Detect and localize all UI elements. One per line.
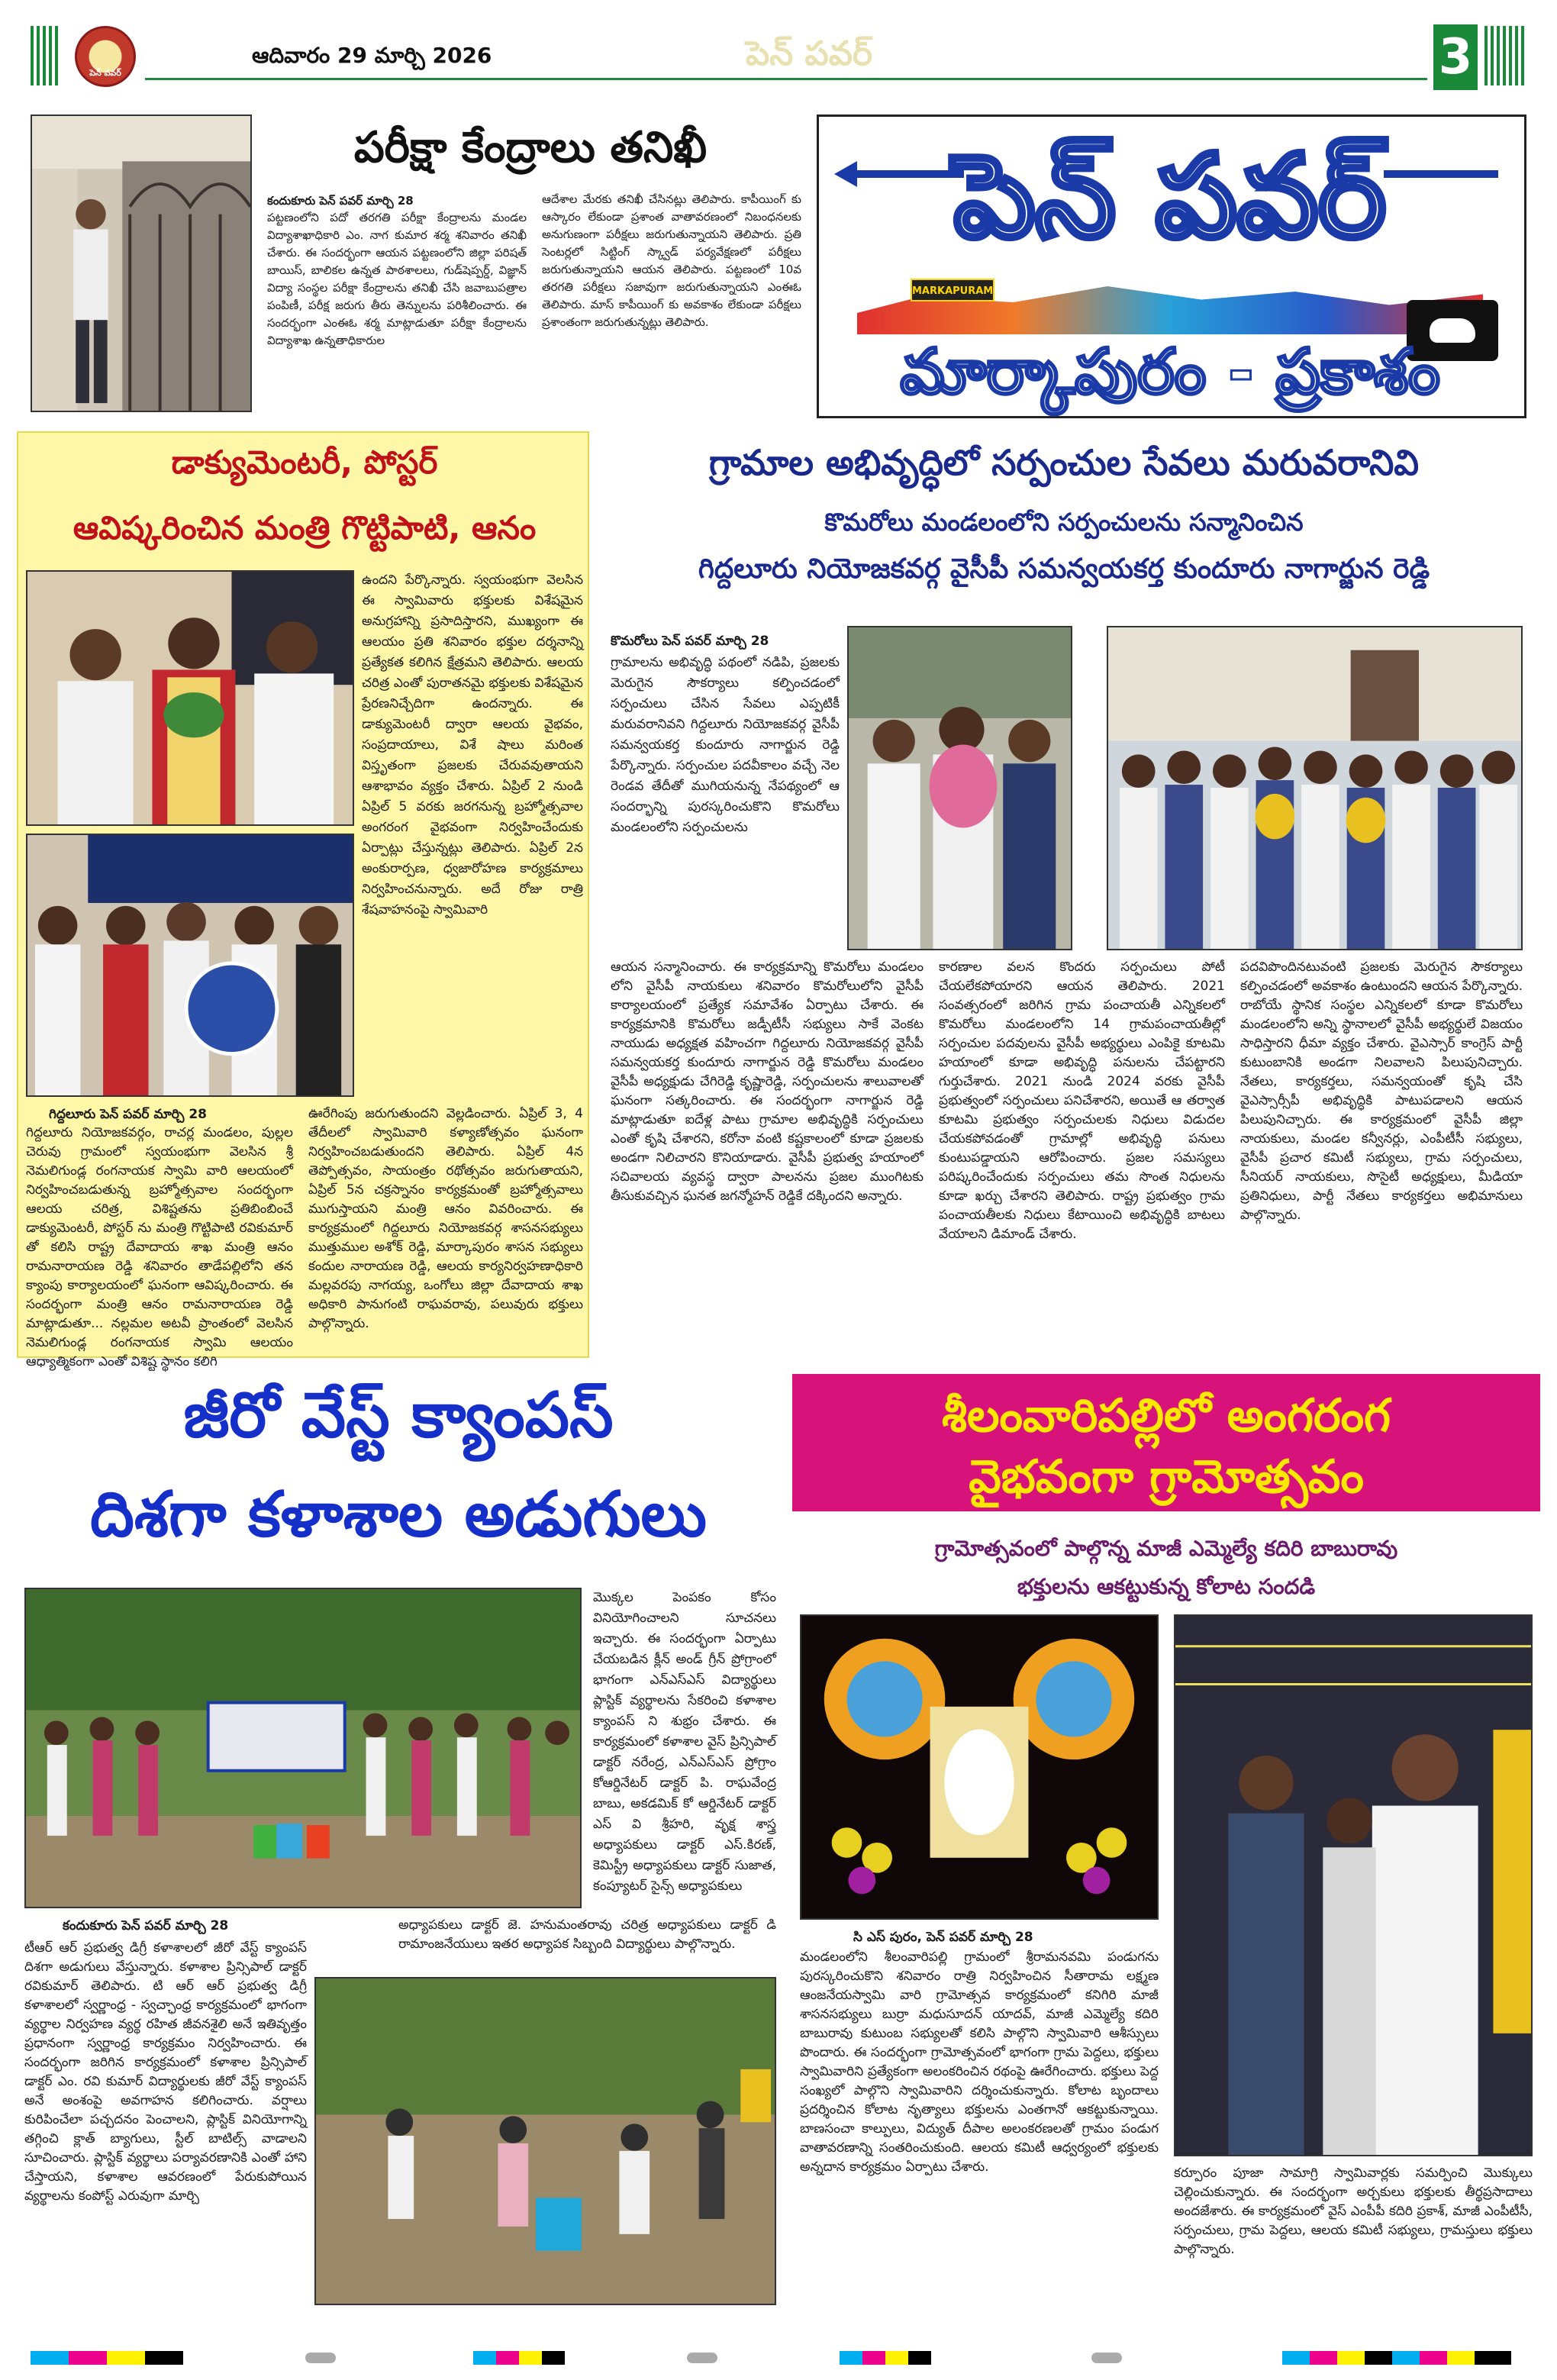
headline-exam: పరీక్షా కేంద్రాలు తనిఖీ: [353, 122, 708, 173]
story-zero-waste: [17, 1374, 780, 2336]
body-zero-waste-side: మొక్కల పెంపకం కోసం వినియోగించాలని సూచనలు ఇచ్చారు. ఈ సందర్భంగా ఏర్పాటు చేయబడిన క్లీన్ అండ్ గ్రీన్ ప్రోగ్రాంలో భాగంగా ఎన్ఎస్ఎస్ విద్యార్థులు ప్లాస్టిక్ వ్యర్థాలను సేకరించి కళాశాల క్యాంపస్ ని శుభ్రం చేశారు. ఈ కార్యక్రమంలో కళాశాల వైస్ ప్రిన్సిపాల్ డాక్టర్ నరేంద్ర, ఎన్ఎస్ఎస్ ప్రోగ్రాం కోఆర్డినేటర్ డాక్టర్ పి. రాఘవేంద్ర బాబు, అకడమిక్ కో ఆర్డినేటర్ డాక్టర్ ఎస్ వి శ్రీహరి, వృక్ష శాస్త్ర అధ్యాపకులు డాక్టర్ ఎస్.కిరణ్, కెమిస్ట్రీ అధ్యాపకులు డాక్టర్ సుజాత, కంప్యూటర్ సైన్స్ అధ్యాపకులు: [593, 1590, 776, 1894]
dateline-exam: కందుకూరు పెన్ పవర్ మార్చి 28: [267, 194, 414, 208]
photo-exam-centre: [31, 114, 252, 412]
subhead-sarpanch-2: గిద్దలూరు నియోజకవర్గ వైసీపీ సమన్వయకర్త కుందూరు నాగార్జున రెడ్డి: [698, 553, 1430, 585]
body-zero-waste-col2: అధ్యాపకులు డాక్టర్ జె. హనుమంతరావు చరిత్ర అధ్యాపకులు డాక్టర్ డి రామాంజనేయులు ఇతర అధ్యాపక సిబ్బంది విద్యార్థులు పాల్గొన్నారు.: [398, 1917, 776, 1952]
body-gramotsavam-col2: కర్పూరం పూజా సామాగ్రి స్వామివార్లకు సమర్పించి మొక్కులు చెల్లించుకున్నారు. ఈ సందర్భంగా అర్చకులు భక్తులకు తీర్థప్రసాదాలు అందజేశారు. ఈ కార్యక్రమంలో వైస్ ఎంపీపీ కదిరి ప్రకాశ్, మాజీ ఎంపీటీసీ, సర్పంచులు, గ్రామ పెద్దలు, ఆలయ కమిటీ సభ్యులు, గ్రామస్తులు భక్తులు పాల్గొన్నారు.: [1174, 2166, 1533, 2257]
logo-seal: [75, 26, 136, 87]
body-sarpanch-col3: పదవిపొందినటువంటి ప్రజలకు మెరుగైన సౌకర్యాలు కల్పించడంలో అవకాశం ఉంటుందని ఆయన పేర్కొన్నారు. రాబోయే స్థానిక సంస్థల ఎన్నికలలో కూడా కొమరోలు మండలంలోని అన్ని స్థానాలలో వైసీపీ అభ్యర్థులే విజయం సాధిస్తారని ధీమా వ్యక్తం చేశారు. వైఎస్సార్ కాంగ్రెస్ పార్టీ కుటుంబానికి అండగా నిలవాలని పిలుపునిచ్చారు. నేతలు, కార్యకర్తలు, సమన్వయంతో కృషి చేసి వైఎస్సార్సీపీ అభివృద్ధికి పాటుపడాలని ఆయన పిలుపునిచ్చారు. ఈ కార్యక్రమంలో వైసీపీ జిల్లా నాయకులు, మండల కన్వీనర్లు, ఎంపీటీసీ సభ్యులు, వైసీపీ ప్రచార కమిటీ సభ్యులు, గ్రామ సర్పంచులు, సీనియర్ నాయకులు, సొసైటీ అధ్యక్షులు, మీడియా ప్రతినిధులు, పార్టీ నేతలు కార్యకర్తలు అభిమానులు పాల్గొన్నారు.: [1240, 959, 1523, 1223]
subhead-gramotsavam-1: గ్రామోత్సవంలో పాల్గొన్న మాజీ ఎమ్మెల్యే కదిరి బాబురావు: [934, 1536, 1398, 1561]
masthead-title: పెన్ పవర్: [953, 131, 1387, 263]
body-sarpanch-side: గ్రామాలను అభివృద్ధి పథంలో నడిపి, ప్రజలకు మెరుగైన సౌకర్యాలు కల్పించడంలో సర్పంచులు చేసిన సేవలు ఎప్పటికీ మరువరానివని గిద్దలూరు నియోజకవర్గ వైసీపీ సమన్వయకర్త కుందూరు నాగార్జున రెడ్డి పేర్కొన్నారు. సర్పంచుల పదవీకాలం వచ్చే నెల రెండవ తేదీతో ముగియనున్న నేపథ్యంలో ఆ సందర్భాన్ని పురస్కరించుకొని కొమరోలు మండలంలోని సర్పంచులను: [611, 655, 840, 835]
headline-gramotsavam-1: శీలంవారిపల్లిలో అంగరంగ: [941, 1389, 1391, 1443]
dateline-sarpanch: కొమరోలు పెన్ పవర్ మార్చి 28: [611, 634, 769, 649]
header-stripes-right: [1484, 26, 1526, 85]
headline-zero-waste-2: దిశగా కళాశాల అడుగులు: [89, 1479, 708, 1551]
body-sarpanch-col2: కారణాల వలన కొందరు సర్పంచులు పోటీ చేయలేకపోయారని ఆయన తెలిపారు. 2021 సంవత్సరంలో జరిగిన గ్రామ పంచాయతీ ఎన్నికలలో కొమరోలు మండలంలోని 14 గ్రామపంచాయతీల్లో సర్పంచుల పదవులను వైసీపీ అభ్యర్థులు ఎంపికై కూటమి హయాంలో కూడా అభివృద్ధి పనులను చేపట్టారని గుర్తుచేశారు. 2021 నుండి 2024 వరకు వైసీపీ ప్రభుత్వంలో సర్పంచులు పనిచేశారని, అయితే ఆ తర్వాత కూటమి ప్రభుత్వం సర్పంచులకు నిధులు విడుదల చేయకపోవడంతో గ్రామాల్లో అభివృద్ధి పనులు కుంటుపడ్డాయని ఆరోపించారు. ప్రజల సమస్యలు పరిష్కరించేందుకు సర్పంచులు తమ సొంత నిధులను కూడా ఖర్చు చేశారని తెలిపారు. రాష్ట్ర ప్రభుత్వం గ్రామ పంచాయతీలకు నిధులు కేటాయించి అభివృద్ధికి బాటలు వేయాలని డిమాండ్ చేశారు.: [939, 959, 1225, 1242]
photo-sarpanch-group: [1107, 626, 1523, 950]
body-zero-waste-col1: టీఆర్ ఆర్ ప్రభుత్వ డిగ్రీ కళాశాలలో జీరో వేస్ట్ క్యాంపస్ దిశగా అడుగులు వేస్తున్నారు. కళాశాల ప్రిన్సిపాల్ డాక్టర్ రవికుమార్ తెలిపారు. టి ఆర్ ఆర్ ప్రభుత్వ డిగ్రీ కళాశాలలో స్వర్ణాంధ్ర - స్వచ్ఛాంధ్ర కార్యక్రమంలో భాగంగా వ్యర్థాల నిర్వహణ వ్యర్థ రహిత జీవనశైలి అనే ఇతివృత్తం ప్రధానంగా స్వర్ణాంధ్ర కార్యక్రమం నిర్వహించారు. ఈ సందర్భంగా జరిగిన కార్యక్రమంలో కళాశాల ప్రిన్సిపాల్ డాక్టర్ ఎం. రవి కుమార్ విద్యార్థులకు జీరో వేస్ట్ క్యాంపస్ అనే అంశంపై అవగాహన కలిగించారు. వర్షాలు కురిపించేలా పచ్చదనం పెంచాలని, ప్లాస్టిక్ వినియోగాన్ని తగ్గించి క్లాత్ బ్యాగులు, స్టీల్ బాటిల్స్ వాడాలని సూచించారు. ప్లాస్టిక్ వ్యర్థాలు పర్యావరణానికి ఎంతో హాని చేస్తాయని, కళాశాల ఆవరణంలో పేరుకుపోయిన వ్యర్థాలను కంపోస్ట్ ఎరువుగా మార్చి: [24, 1940, 307, 2204]
logo-seal-text: పెన్ పవర్: [89, 68, 121, 78]
reg-mark-2: [687, 2353, 717, 2363]
subhead-sarpanch-1: కొమరోలు మండలంలోని సర్పంచులను సన్మానించిన: [824, 508, 1304, 537]
body-sarpanch-col1: ఆయన సన్మానించారు. ఈ కార్యక్రమాన్ని కొమరోలు మండలం లోని వైసీపీ నాయకులు శనివారం కొమరోలులోని వైసీపీ కార్యాలయంలో ప్రత్యేక సమావేశం ఏర్పాటు చేశారు. ఈ కార్యక్రమానికి కొమరోలు జడ్పీటీసీ సభ్యులు సాకే వెంకట నాయుడు అధ్యక్షత వహించగా గిద్దలూరు నియోజకవర్గ వైసీపీ సమన్వయకర్త కుందూరు నాగార్జున రెడ్డి కొమరోలు మండలం వైసీపీ అధ్యక్షుడు చేగిరెడ్డి కృష్ణారెడ్డి, సర్పంచులను శాలువాలతో ఘనంగా సత్కరించారు. ఈ సందర్భంగా నాగార్జున రెడ్డి మాట్లాడుతూ ఐదేళ్ల పాటు గ్రామాల అభివృద్ధికి సర్పంచులు ఎంతో కృషి చేశారని, కరోనా వంటి కష్టకాలంలో కూడా ప్రజలకు అండగా నిలిచారని కొనియాడారు. వైసీపీ ప్రభుత్వ హయాంలో సచివాలయ వ్యవస్థ ద్వారా పాలనను ప్రజల ముంగిటకు తీసుకువచ్చిన ఘనత జగన్మోహన్ రెడ్డికే దక్కిందని అన్నారు.: [611, 959, 924, 1204]
body-documentary-col1: గిద్దలూరు నియోజకవర్గం, రాచర్ల మండలం, పుల్లల చెరువు గ్రామంలో స్వయంభుగా వెలసిన శ్రీ నెమలిగుండ్ల రంగనాయక స్వామి వారి ఆలయంలో నిర్వహించబడుతున్న బ్రహ్మోత్సవాల సందర్భంగా ఆలయ చరిత్ర, విశిష్టతను ప్రతిబింబించే డాక్యుమెంటరీ, పోస్టర్ ను మంత్రి గొట్టిపాటి రవికుమార్ తో కలిసి రాష్ట్ర దేవాదాయ శాఖ మంత్రి ఆనం రామనారాయణ రెడ్డి శనివారం తాడేపల్లిలోని తన క్యాంపు కార్యాలయంలో ఘనంగా ఆవిష్కరించారు. ఈ సందర్భంగా మంత్రి ఆనం రామనారాయణ రెడ్డి మాట్లాడుతూ... నల్లమల అటవీ ప్రాంతంలో వెలసిన నెమలిగుండ్ల రంగనాయక స్వామి ఆలయం ఆధ్యాత్మికంగా ఎంతో విశిష్ట స్థానం కలిగి: [26, 1125, 293, 1369]
story-documentary: [17, 431, 589, 1369]
photo-devotees-prayer: [1174, 1614, 1533, 2156]
photo-campus-cleanup: [24, 1588, 582, 1908]
issue-date: ఆదివారం 29 మార్చి 2026: [252, 43, 492, 68]
reg-block-center: [840, 2351, 931, 2365]
banner-gramotsavam: [792, 1374, 1540, 1511]
dateline-zero-waste: కందుకూరు పెన్ పవర్ మార్చి 28: [63, 1918, 229, 1933]
reg-block-left: [31, 2351, 183, 2365]
header-stripes-left: [31, 26, 61, 85]
registration-strip: [31, 2351, 1526, 2366]
story-sarpanch: [595, 431, 1533, 1358]
photo-sarpanch-garland: [847, 626, 1072, 950]
body-gramotsavam-col1: మండలంలోని శీలంవారిపల్లి గ్రామంలో శ్రీరామనవమి పండుగను పురస్కరించుకొని శనివారం రాత్రి నిర్వహించిన సీతారామ లక్ష్మణ ఆంజనేయస్వామి వారి గ్రామోత్సవ కార్యక్రమంలో కనిగిరి మాజీ శాసనసభ్యులు బుర్రా మధుసూదన్ యాదవ్, మాజీ ఎమ్మెల్యే కదిరి బాబురావు కుటుంబ సభ్యులతో కలిసి పాల్గొని స్వామివారి ఆశీస్సులు పొందారు. ఈ సందర్భంగా గ్రామోత్సవంలో భాగంగా గ్రామ పెద్దలు, భక్తులు స్వామివారిని ప్రత్యేకంగా అలంకరించిన రథంపై ఊరేగించారు. భక్తులు పెద్ద సంఖ్యలో పాల్గొని స్వామివారిని దర్శించుకున్నారు. కోలాట బృందాలు ప్రదర్శించిన కోలాట నృత్యాలు భక్తులను ఎంతగానో ఆకట్టుకున్నాయి. బాణసంచా కాల్పులు, విద్యుత్ దీపాల అలంకరణలతో గ్రామం పండుగ వాతావరణాన్ని సంతరించుకుంది. ఆలయ కమిటీ ఆధ్వర్యంలో భక్తులకు అన్నదాన కార్యక్రమం ఏర్పాటు చేశారు.: [800, 1949, 1159, 2175]
body-exam-col1: పట్టణంలోని పదో తరగతి పరీక్షా కేంద్రాలను మండల విద్యాశాఖాధికారి ఎం. నాగ కుమార శర్మ శనివారం తనిఖీ చేశారు. ఈ సందర్భంగా ఆయన పట్టణంలోని జిల్లా పరిషత్ బాయిస్, బాలికల ఉన్నత పాఠశాలలు, గుడ్‌షెప్పర్డ్, విజ్ఞాన్ విద్యా సంస్థల పరీక్షా కేంద్రాలను తనిఖీ చేసి జవాబుపత్రాల పంపిణీ, పరీక్ష జరుగు తీరు తెన్నులను పరిశీలించారు. ఈ సందర్భంగా ఎంఈఓ శర్మ మాట్లాడుతూ పరీక్షా కేంద్రాలను విద్యాశాఖ ఉన్నతాధికారుల: [267, 211, 527, 347]
dateline-documentary: గిద్దలూరు పెన్ పవర్ మార్చి 28: [49, 1107, 207, 1122]
body-exam-col2: ఆదేశాల మేరకు తనిఖీ చేసినట్లు తెలిపారు. కాపీయింగ్ కు ఆస్కారం లేకుండా ప్రశాంత వాతావరణంలో నిబంధనలకు అనుగుణంగా పరీక్షలు జరుగుతున్నాయని తెలిపారు. ప్రతి సెంటర్లలో సిట్టింగ్ స్క్వాడ్ పర్యవేక్షణలో పరీక్షలు జరుగుతున్నాయని ఆయన తెలిపారు. పట్టణంలో 10వ తరగతి పరీక్షలు సజావుగా జరుగుతున్నాయని ఎంఈఓ తెలిపారు. మాస్ కాపీయింగ్ కు అవకాశం లేకుండా పరీక్షలు ప్రశాంతంగా జరుగుతున్నట్లు తెలిపారు.: [542, 192, 801, 329]
photo-poster-release: [26, 834, 354, 1097]
body-documentary-side: ఉందని పేర్కొన్నారు. స్వయంభుగా వెలసిన ఈ స్వామివారు భక్తులకు విశేషమైన అనుగ్రహాన్ని ప్రసాదిస్తారని, ముఖ్యంగా ఈ ఆలయం ప్రతి శనివారం భక్తుల దర్శనాన్ని ప్రత్యేకత కలిగిన క్షేత్రమని తెలిపారు. ఆలయ చరిత్ర ఎంతో పురాతనమై భక్తులకు విశేషమైన ప్రేరణనిచ్చేదిగా ఉందన్నారు. ఈ డాక్యుమెంటరీ ద్వారా ఆలయ వైభవం, సంప్రదాయాలు, విశే షాలు మరింత విస్తృతంగా ప్రజలకు చేరువవుతాయని ఆశాభావం వ్యక్తం చేశారు. ఏప్రిల్ 2 నుండి ఏప్రిల్ 5 వరకు జరగనున్న బ్రహ్మోత్సవాల అంగరంగ వైభవంగా నిర్వహించేందుకు ఏర్పాట్లు చేస్తున్నట్లు తెలిపారు. ఏప్రిల్ 2న అంకురార్పణ, ధ్వజారోహణ కార్యక్రమాలు నిర్వహించనున్నారు. అదే రోజు రాత్రి శేషవాహనంపై స్వామివారి: [362, 572, 583, 917]
story-gramotsavam: [792, 1374, 1540, 2336]
reg-block-mid-left: [473, 2351, 565, 2365]
header-rule: [145, 78, 1427, 80]
photo-chariot: [800, 1614, 1159, 1920]
masthead: [817, 114, 1526, 418]
headline-zero-waste-1: జీరో వేస్ట్ క్యాంపస్: [183, 1379, 614, 1452]
masthead-edition: మార్కాపురం - ప్రకాశం: [900, 336, 1440, 408]
headline-documentary-1: డాక్యుమెంటరీ, పోస్టర్: [171, 443, 438, 481]
masthead-badge: MARKAPURAM: [911, 279, 994, 302]
story-exam-inspection: [31, 114, 801, 420]
photo-students-cleaning: [314, 1977, 776, 2305]
page-number: 3: [1433, 24, 1478, 90]
reg-block-right: [1282, 2351, 1511, 2365]
page-header: [31, 21, 1526, 98]
paper-tag: పెన్ పవర్: [745, 34, 873, 73]
headline-gramotsavam-2: వైభవంగా గ్రామోత్సవం: [969, 1450, 1364, 1504]
body-documentary-col2: ఊరేగింపు జరుగుతుందని వెల్లడించారు. ఏప్రిల్ 3, 4 తేదీలలో స్వామివారి కళ్యాణోత్సవం ఘనంగా నిర్వహించబడుతుందని తెలిపారు. ఏప్రిల్ 4న తెప్పోత్సవం, సాయంత్రం రథోత్సవం జరుగుతాయని, ఏప్రిల్ 5న చక్రస్నానం కార్యక్రమంతో బ్రహ్మోత్సవాలు ముగుస్తాయని మంత్రి ఆనం వివరించారు. ఈ కార్యక్రమంలో గిద్దలూరు నియోజకవర్గ శాసనసభ్యులు ముత్తుముల అశోక్ రెడ్డి, మార్కాపురం శాసన సభ్యులు కందుల నారాయణ రెడ్డి, ఆలయ కార్యనిర్వహణాధికారి మల్లవరపు నాగయ్య, ఒంగోలు జిల్లా దేవాదాయ శాఖ అధికారి పానుగంటి రాఘవరావు, పలువురు భక్తులు పాల్గొన్నారు.: [308, 1106, 583, 1331]
headline-sarpanch: గ్రామాల అభివృద్ధిలో సర్పంచుల సేవలు మరువరానివి: [709, 442, 1419, 483]
reg-mark-3: [1091, 2353, 1122, 2363]
headline-documentary-2: ఆవిష్కరించిన మంత్రి గొట్టిపాటి, ఆనం: [73, 509, 537, 547]
reg-mark-1: [305, 2353, 336, 2363]
subhead-gramotsavam-2: భక్తులను ఆకట్టుకున్న కోలాట సందడి: [1017, 1574, 1316, 1599]
masthead-arrow-head-left: [834, 161, 857, 187]
dateline-gramotsavam: సి ఎస్ పురం, పెన్ పవర్ మార్చి 28: [853, 1930, 1033, 1945]
photo-ministers-plant: [26, 570, 354, 826]
